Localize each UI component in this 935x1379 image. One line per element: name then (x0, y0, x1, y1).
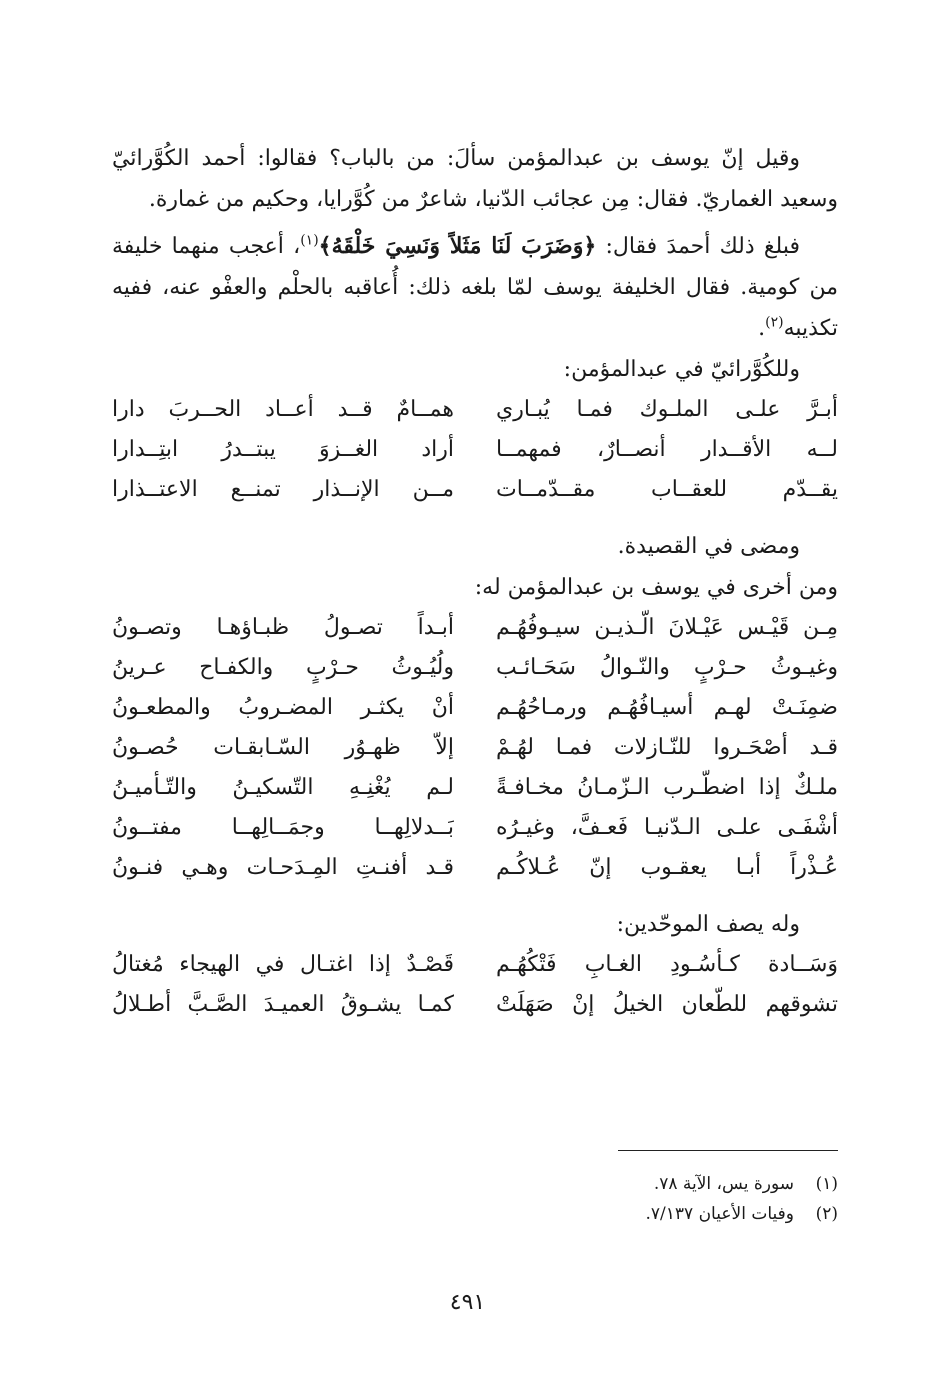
verse-first-hemistich: تشوقهم للطّعان الخيلُ إنْ صَهَلَتْ (496, 992, 838, 1017)
paragraph-2-lead: فبلغ ذلك أحمدَ فقال: (605, 234, 800, 259)
poem-continuation-note: ومضى في القصيدة. (617, 534, 800, 559)
spacer (112, 888, 838, 904)
verse-first-hemistich: مِـن قَيْـس عَيْـلانَ الّـذيـن سيـوفُهُـم (496, 615, 838, 640)
poem-intro-3: وله يصف الموحّدين: (616, 912, 800, 937)
poem-intro-1: وللكُوَّرائيّ في عبدالمؤمن: (563, 357, 800, 382)
verse-second-hemistich: قَصْـدٌ إذا اغتـال في الهيجاء مُغتالُ (112, 952, 454, 977)
footnote-ref-2: (٢) (765, 314, 784, 331)
verse-first-hemistich: عُـذْراً أبـا يعقـوب إنّ عُـلاكُـم (496, 855, 838, 880)
verse (112, 808, 838, 848)
paragraph-2-body: ، أعجب منهما خليفة من كومية. فقال الخليفة يوسف لمّا بلغه ذلك: أُعاقبه بالحلْم والعفْو عنه، ففيه تكذيبه (112, 234, 838, 341)
verse-second-hemistich: لـم يُغْنِـهِ التّسكيـنُ والتّـأميـنُ (112, 775, 454, 800)
footnote (112, 1199, 838, 1229)
verse-second-hemistich: مــن الإنــذار تمنــع الاعتــذارا (112, 477, 454, 502)
paragraph-2-end: . (758, 316, 766, 341)
verse-second-hemistich: أراد الغــزوَ يبتــدرُ ابتِــدارا (112, 437, 454, 462)
verse (112, 608, 838, 648)
poem-second (112, 608, 838, 888)
verse-first-hemistich: ضمِنَـتْ لهـم أسيـافُهُـم ورمـاحُهُـم (496, 695, 838, 720)
verse-first-hemistich: لــه الأقــدار أنصــارٌ، فمهمــا (496, 437, 838, 462)
verse-second-hemistich: قـد أفنـتِ المِـدَحـات وهـي فنـونُ (112, 855, 454, 880)
verse (112, 470, 838, 510)
page-body (112, 138, 838, 1025)
verse-first-hemistich: ملـكٌ إذا اضطّـرب الـزّمـانُ مخـافـةً (496, 775, 838, 800)
quran-verse: ﴿وَضَرَبَ لَنَا مَثَلاً وَنَسِيَ خَلْقَهُ﴾ (318, 233, 597, 259)
paragraph-1: وقيل إنّ يوسف بن عبدالمؤمن سألَ: من بالباب؟ فقالوا: أحمد الكُوَّرائيّ وسعيد الغماريّ. فقال: مِن عجائب الدّنيا، شاعرٌ من كُوَّرايا، وحكيم من غمارة. (112, 146, 838, 212)
footnotes (112, 1150, 838, 1229)
verse (112, 648, 838, 688)
verse (112, 728, 838, 768)
footnote-ref-1: (١) (300, 232, 319, 249)
footnote-number: (١) (815, 1174, 838, 1194)
footnote-number: (٢) (815, 1204, 838, 1224)
verse-second-hemistich: ولُيُـوثُ حـرْبٍ والكفـاح عـرينُ (112, 655, 454, 680)
verse (112, 985, 838, 1025)
verse-second-hemistich: أنْ يكثـر المضـروبُ والمطعـونُ (112, 695, 454, 720)
verse-first-hemistich: وَسَــادة كـأسُـودِ الغـابِ فَتْكُهُـم (496, 952, 838, 977)
verse-first-hemistich: أشْفَـى علـى الـدّنيـا فَعـفَّ، وغيـرُه (496, 815, 838, 840)
verse-first-hemistich: قـد أصْحَـروا للنّـازلات فمـا لهُـمْ (496, 735, 838, 760)
verse-first-hemistich: يقــدّم للعقــاب مقــدّمــات (496, 477, 838, 502)
verse (112, 390, 838, 430)
poem-intro-2: ومن أخرى في يوسف بن عبدالمؤمن له: (474, 575, 838, 600)
verse-second-hemistich: إلاّ ظهـوُر السّـابقـات حُصـونُ (112, 735, 454, 760)
footnote (112, 1169, 838, 1199)
poem-first (112, 390, 838, 510)
verse-first-hemistich: أبـرَّ علـى الملـوك فمـا يُبـاري (496, 397, 838, 422)
poem-third (112, 945, 838, 1025)
verse-second-hemistich: كمـا يشـوقُ العميـدَ الصَّـبَّ أطـلالُ (112, 992, 454, 1017)
verse (112, 945, 838, 985)
verse (112, 848, 838, 888)
verse (112, 430, 838, 470)
verse (112, 768, 838, 808)
footnote-separator (618, 1150, 838, 1151)
footnote-text: وفيات الأعيان ٧/١٣٧. (645, 1204, 794, 1224)
page-number: ٤٩١ (449, 1290, 486, 1315)
footnote-text: سورة يس، الآية ٧٨. (653, 1174, 794, 1194)
verse-second-hemistich: أبـداً تصـولُ ظبـاؤهـا وتصـونُ (112, 615, 454, 640)
verse-second-hemistich: بَــدلالِهــا وجمَــالِهــا مفتــونُ (112, 815, 454, 840)
verse-first-hemistich: وغيـوثُ حـرْبٍ والنّـوالُ سَحَـائـب (496, 655, 838, 680)
spacer (112, 510, 838, 526)
verse-second-hemistich: همــامٌ قــد أعــاد الحــربَ دارا (112, 397, 454, 422)
verse (112, 688, 838, 728)
paragraph-2 (112, 226, 838, 349)
